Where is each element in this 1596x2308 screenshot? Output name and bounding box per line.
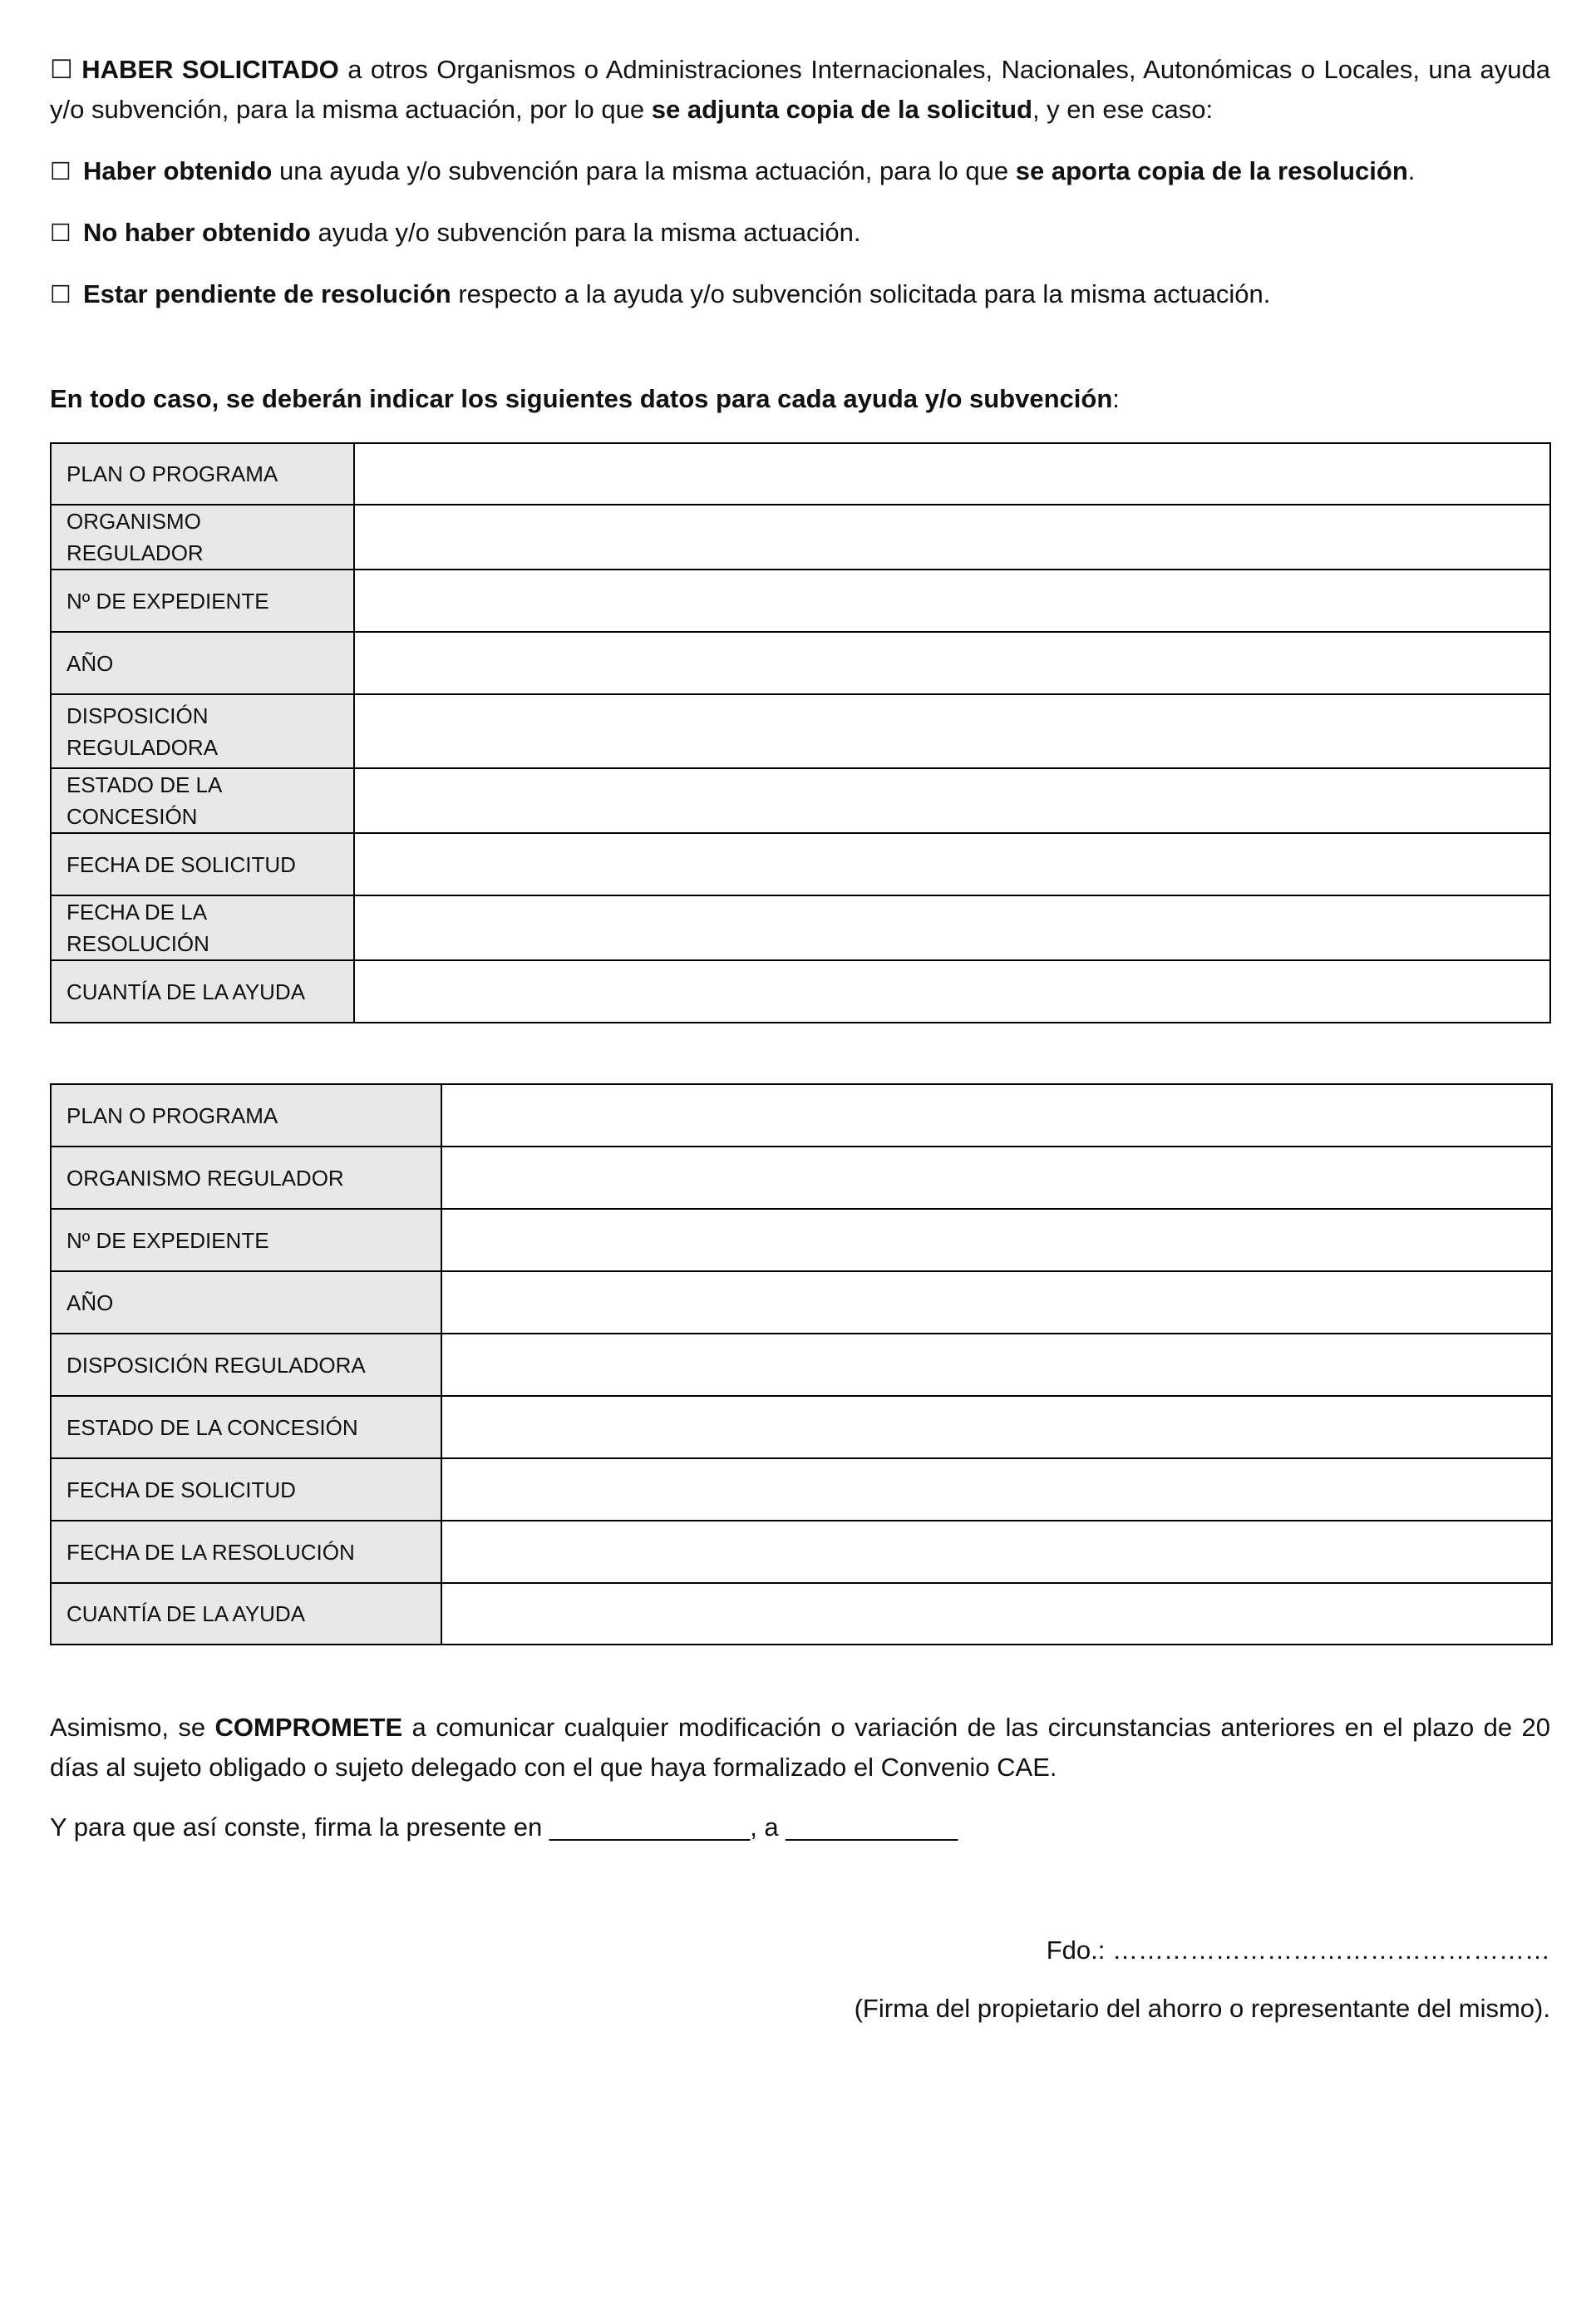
option-no-haber-obtenido-bold: No haber obtenido — [83, 218, 311, 247]
row-label-fecha-resolucion: FECHA DE LA RESOLUCIÓN — [51, 1521, 441, 1583]
subsidy-table-2 — [50, 1083, 1553, 1645]
field-estado-concesion[interactable] — [354, 768, 1550, 833]
field-cuantia-ayuda[interactable] — [354, 960, 1550, 1023]
option-pendiente-resolucion — [50, 274, 1550, 314]
option-no-haber-obtenido — [50, 213, 1550, 253]
table-row — [51, 1458, 1552, 1521]
row-label-cuantia-ayuda: CUANTÍA DE LA AYUDA — [51, 960, 354, 1023]
option-no-haber-obtenido-text: ayuda y/o subvención para la misma actuación. — [310, 218, 861, 247]
subsidy-table-1 — [50, 442, 1551, 1023]
row-label-n-expediente: Nº DE EXPEDIENTE — [51, 570, 354, 632]
row-label-disposicion-reguladora: DISPOSICIÓN REGULADORA — [51, 1334, 441, 1396]
option-haber-obtenido-bold2: se aporta copia de la resolución — [1015, 156, 1408, 185]
checkbox-no-haber-obtenido[interactable]: ☐ — [50, 219, 71, 247]
table-row — [51, 1396, 1552, 1458]
table-row — [51, 768, 1550, 833]
row-label-fecha-resolucion: FECHA DE LA RESOLUCIÓN — [51, 895, 354, 960]
lead-instruction-end: : — [1112, 384, 1120, 413]
table-row — [51, 1209, 1552, 1271]
intro-bold-adjunta-copia: se adjunta copia de la solicitud — [651, 95, 1032, 124]
compromete-paragraph — [50, 1708, 1550, 1788]
intro-paragraph — [50, 50, 1550, 130]
row-label-fecha-solicitud: FECHA DE SOLICITUD — [51, 833, 354, 895]
option-pendiente-resolucion-text: respecto a la ayuda y/o subvención solicitada para la misma actuación. — [451, 279, 1271, 308]
field-fecha-resolucion[interactable] — [441, 1521, 1552, 1583]
field-cuantia-ayuda[interactable] — [441, 1583, 1552, 1645]
table-row — [51, 895, 1550, 960]
field-plan-programa[interactable] — [354, 443, 1550, 505]
table-row — [51, 505, 1550, 570]
compromete-text-1: Asimismo, se — [50, 1713, 215, 1742]
signature-place-date-line: Y para que así conste, firma la presente en ______________, a ____________ — [50, 1812, 958, 1842]
checkbox-haber-obtenido[interactable]: ☐ — [50, 157, 71, 185]
field-fecha-solicitud[interactable] — [441, 1458, 1552, 1521]
table-row — [51, 443, 1550, 505]
field-disposicion-reguladora[interactable] — [354, 694, 1550, 768]
field-organismo-regulador[interactable] — [441, 1147, 1552, 1209]
table-row — [51, 960, 1550, 1023]
field-organismo-regulador[interactable] — [354, 505, 1550, 570]
option-haber-obtenido — [50, 151, 1550, 191]
field-disposicion-reguladora[interactable] — [441, 1334, 1552, 1396]
compromete-text-2: a comunicar cualquier modificación o variación de las circunstancias anteriores en el plazo de 20 días al sujeto obligado o sujeto delegado con el que haya formalizado el Convenio CAE. — [50, 1713, 1550, 1782]
table-row — [51, 694, 1550, 768]
option-pendiente-resolucion-bold: Estar pendiente de resolución — [83, 279, 451, 308]
option-haber-obtenido-end: . — [1407, 156, 1416, 185]
intro-text-2: , y en ese caso: — [1032, 95, 1214, 124]
row-label-disposicion-reguladora: DISPOSICIÓN REGULADORA — [51, 694, 354, 768]
lead-instruction-bold: En todo caso, se deberán indicar los siguientes datos para cada ayuda y/o subvención — [50, 384, 1113, 413]
document-page — [50, 50, 1550, 2029]
table-row — [51, 632, 1550, 694]
field-n-expediente[interactable] — [354, 570, 1550, 632]
intro-bold-haber-solicitado: HABER SOLICITADO — [81, 55, 339, 84]
table-row — [51, 1271, 1552, 1334]
table-row — [51, 570, 1550, 632]
row-label-fecha-solicitud: FECHA DE SOLICITUD — [51, 1458, 441, 1521]
field-fecha-resolucion[interactable] — [354, 895, 1550, 960]
table-row — [51, 1521, 1552, 1583]
field-estado-concesion[interactable] — [441, 1396, 1552, 1458]
intro-text-1: a otros Organismos o Administraciones Internacionales, Nacionales, Autonómicas o Locales, una ayuda y/o subvención, para la misma actuación, por lo que — [50, 55, 1550, 124]
table-row — [51, 1583, 1552, 1645]
field-fecha-solicitud[interactable] — [354, 833, 1550, 895]
row-label-organismo-regulador: ORGANISMO REGULADOR — [51, 1147, 441, 1209]
checkbox-pendiente-resolucion[interactable]: ☐ — [50, 280, 71, 308]
row-label-organismo-regulador: ORGANISMO REGULADOR — [51, 505, 354, 570]
compromete-bold: COMPROMETE — [214, 1713, 403, 1742]
row-label-plan-programa: PLAN O PROGRAMA — [51, 1084, 441, 1147]
row-label-cuantia-ayuda: CUANTÍA DE LA AYUDA — [51, 1583, 441, 1645]
table-row — [51, 833, 1550, 895]
row-label-ano: AÑO — [51, 1271, 441, 1334]
table-row — [51, 1147, 1552, 1209]
option-haber-obtenido-bold: Haber obtenido — [83, 156, 273, 185]
row-label-estado-concesion: ESTADO DE LA CONCESIÓN — [51, 1396, 441, 1458]
row-label-n-expediente: Nº DE EXPEDIENTE — [51, 1209, 441, 1271]
lead-instruction — [50, 379, 1550, 419]
table-row — [51, 1084, 1552, 1147]
row-label-ano: AÑO — [51, 632, 354, 694]
table-row — [51, 1334, 1552, 1396]
signature-caption: (Firma del propietario del ahorro o representante del mismo). — [854, 1994, 1550, 2023]
option-haber-obtenido-text: una ayuda y/o subvención para la misma actuación, para lo que — [272, 156, 1016, 185]
row-label-plan-programa: PLAN O PROGRAMA — [51, 443, 354, 505]
field-ano[interactable] — [354, 632, 1550, 694]
field-ano[interactable] — [441, 1271, 1552, 1334]
checkbox-haber-solicitado[interactable]: ☐ — [50, 55, 73, 84]
signed-by-line: Fdo.: …………………………………………… — [1046, 1936, 1550, 1965]
field-n-expediente[interactable] — [441, 1209, 1552, 1271]
field-plan-programa[interactable] — [441, 1084, 1552, 1147]
row-label-estado-concesion: ESTADO DE LA CONCESIÓN — [51, 768, 354, 833]
